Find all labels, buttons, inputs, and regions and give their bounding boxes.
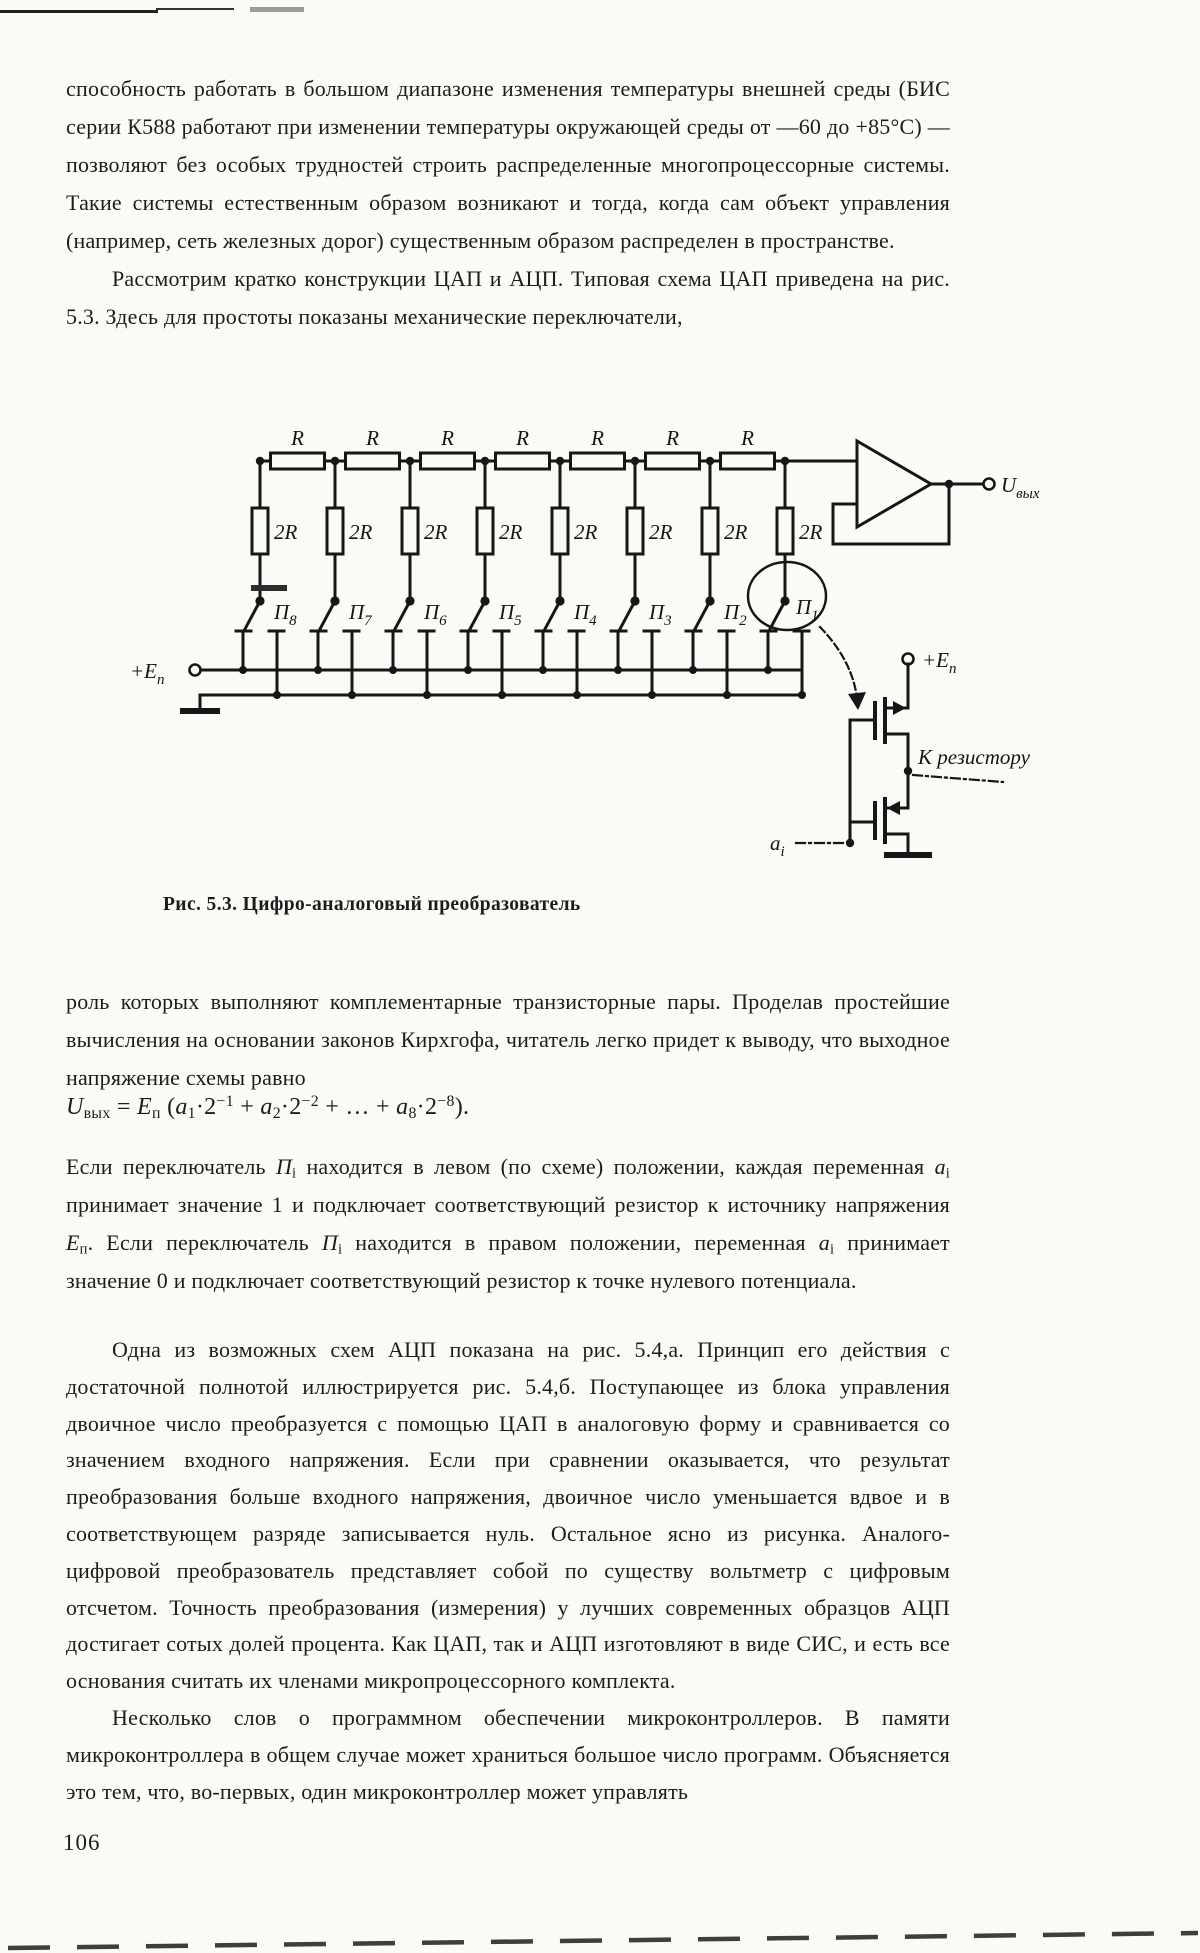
scan-ink-dash <box>251 585 287 591</box>
switch-label-p6: $П_6$ <box>424 600 447 629</box>
2r-label: 2R <box>274 520 298 544</box>
body-text-block-4 <box>66 1332 950 1810</box>
scan-top-edge-line-2 <box>156 8 234 10</box>
body-text-block-1 <box>66 70 950 336</box>
body-text-block-2 <box>66 983 950 1097</box>
body-text-block-3 <box>66 1148 950 1300</box>
paragraph: Рассмотрим кратко конструкции ЦАП и АЦП. Типовая схема ЦАП приведена на рис. 5.3. Здесь для простоты показаны механические переключатели, <box>66 266 950 329</box>
paragraph: Несколько слов о программном обеспечении микроконтроллеров. В памяти микроконтроллера в общем случае может храниться большое число программ. Объясняется это тем, что, во-первых, один микроконтроллер может управлять <box>66 1704 950 1804</box>
r-label: R <box>516 426 529 450</box>
paragraph: способность работать в большом диапазоне изменения температуры внешней среды (БИС серии К588 работают при изменении температуры окружающей среды от —60 до +85°С) — позволяют без особых трудностей строить распределенные многопроцессорные системы. Такие системы естественным образом возникают и тогда, когда сам объект управления (например, сеть железных дорог) существенным образом распределен в пространстве. <box>66 76 950 253</box>
switch-label-p1: $П_1$ <box>796 595 819 624</box>
op-amp <box>833 441 1040 544</box>
switch-label-p2: $П_2$ <box>724 600 747 629</box>
figure-caption: Рис. 5.3. Цифро-аналоговый преобразователь <box>163 894 581 915</box>
to-resistor-lead <box>913 775 1003 782</box>
scan-top-edge-line <box>0 10 158 13</box>
output-voltage-formula: $U_{вых} = E_п$ ($a_1\cdot 2^{-1} + a_2\cdot 2^{-2}$ + … + $a_8\cdot 2^{-8}$). <box>66 1093 470 1122</box>
switch-label-p4: $П_4$ <box>574 600 597 629</box>
figure-5-3-dac-schematic <box>80 398 1120 878</box>
2r-label: 2R <box>349 520 373 544</box>
2r-label: 2R <box>649 520 673 544</box>
switch-p1-highlight-circle <box>748 562 826 630</box>
scan-bottom-edge-artifact <box>0 1918 1200 1953</box>
series-r-resistors <box>271 426 775 469</box>
gate-input-label: $a_i$ <box>770 831 785 860</box>
paragraph: роль которых выполняют комплементарные транзисторные пары. Проделав простейшие вычисления на основании законов Кирхгофа, читатель легко придет к выводу, что выходное напряжение схемы равно <box>66 989 950 1090</box>
annotation-arrow <box>820 627 866 710</box>
r-label: R <box>441 426 454 450</box>
output-terminal <box>984 479 995 490</box>
r-label: R <box>666 426 679 450</box>
r-label: R <box>741 426 754 450</box>
supply-rail <box>130 659 802 688</box>
paragraph: Если переключатель $П_i$ находится в левом (по схеме) положении, каждая переменная $a_i$ принимает значение 1 и подключает соответствующий резистор к источнику напряжения $E_п$. Если переключатель $П_i$ находится в правом положении, переменная $a_i$ принимает значение 0 и подключает соответствующий резистор к точке нулевого потенциала. <box>66 1154 950 1293</box>
2r-label: 2R <box>799 520 823 544</box>
ladder-2r-branches <box>236 457 823 699</box>
r-label: R <box>591 426 604 450</box>
supply-label: $+E_п$ <box>130 659 165 688</box>
detail-supply-label: $+E_п$ <box>922 648 957 677</box>
2r-label: 2R <box>424 520 448 544</box>
switch-label-p3: $П_3$ <box>649 600 672 629</box>
switch-label-p7: $П_7$ <box>349 600 372 629</box>
2r-label: 2R <box>574 520 598 544</box>
switch-label-p8: $П_8$ <box>274 600 297 629</box>
to-resistor-label: К резистору <box>918 745 1030 769</box>
2r-label: 2R <box>499 520 523 544</box>
output-label: $U_{вых}$ <box>1001 473 1040 502</box>
page-number: 106 <box>63 1830 101 1855</box>
2r-label: 2R <box>724 520 748 544</box>
supply-terminal <box>190 665 201 676</box>
r-label: R <box>366 426 379 450</box>
cmos-switch-detail <box>770 648 1031 860</box>
scan-top-edge-dash <box>250 7 304 12</box>
r-label: R <box>291 426 304 450</box>
switch-label-p5: $П_5$ <box>499 600 522 629</box>
paragraph: Одна из возможных схем АЦП показана на рис. 5.4,а. Принцип его действия с достаточной полнотой иллюстрируется рис. 5.4,б. Поступающее из блока управления двоичное число преобразуется с помощью ЦАП в аналоговую форму и сравнивается со значением входного напряжения. Если при сравнении оказывается, что результат преобразования больше входного напряжения, двоичное число уменьшается вдвое и в соответствующем разряде записывается нуль. Остальное ясно из рисунка. Аналого-цифровой преобразователь представляет собой по существу вольтметр с цифровым отсчетом. Точность преобразования (измерения) у лучших современных образцов АЦП достигает сотых долей процента. Как ЦАП, так и АЦП изготовляют в виде СИС, и есть все основания считать их членами микропроцессорного комплекта. <box>66 1337 950 1694</box>
